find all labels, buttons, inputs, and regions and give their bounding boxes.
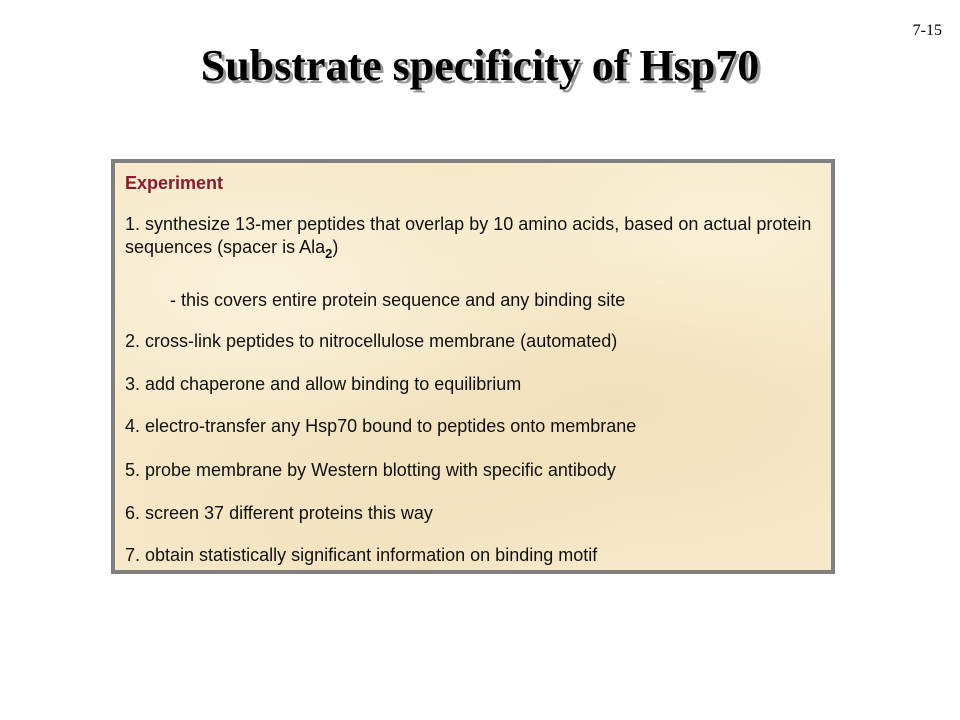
step-7: 7. obtain statistically significant information on binding motif bbox=[125, 545, 598, 565]
slide-number: 7-15 bbox=[912, 22, 942, 39]
step-2: 2. cross-link peptides to nitrocellulose membrane (automated) bbox=[125, 331, 618, 351]
step-1-subscript: 2 bbox=[325, 246, 333, 261]
step-3: 3. add chaperone and allow binding to equilibrium bbox=[125, 374, 522, 394]
step-5: 5. probe membrane by Western blotting with specific antibody bbox=[125, 460, 616, 480]
step-1-close: ) bbox=[332, 237, 339, 257]
step-4: 4. electro-transfer any Hsp70 bound to peptides onto membrane bbox=[125, 416, 637, 436]
step-1-note: - this covers entire protein sequence and any binding site bbox=[170, 290, 626, 310]
experiment-panel bbox=[111, 159, 835, 574]
step-1 bbox=[125, 213, 817, 265]
step-1-text: 1. synthesize 13-mer peptides that overlap by 10 amino acids, based on actual protein sequences (spacer is Ala bbox=[125, 214, 812, 257]
step-6: 6. screen 37 different proteins this way bbox=[125, 503, 433, 523]
slide-title: Substrate specificity of Hsp70 bbox=[200, 41, 760, 90]
experiment-heading: Experiment bbox=[125, 173, 224, 193]
